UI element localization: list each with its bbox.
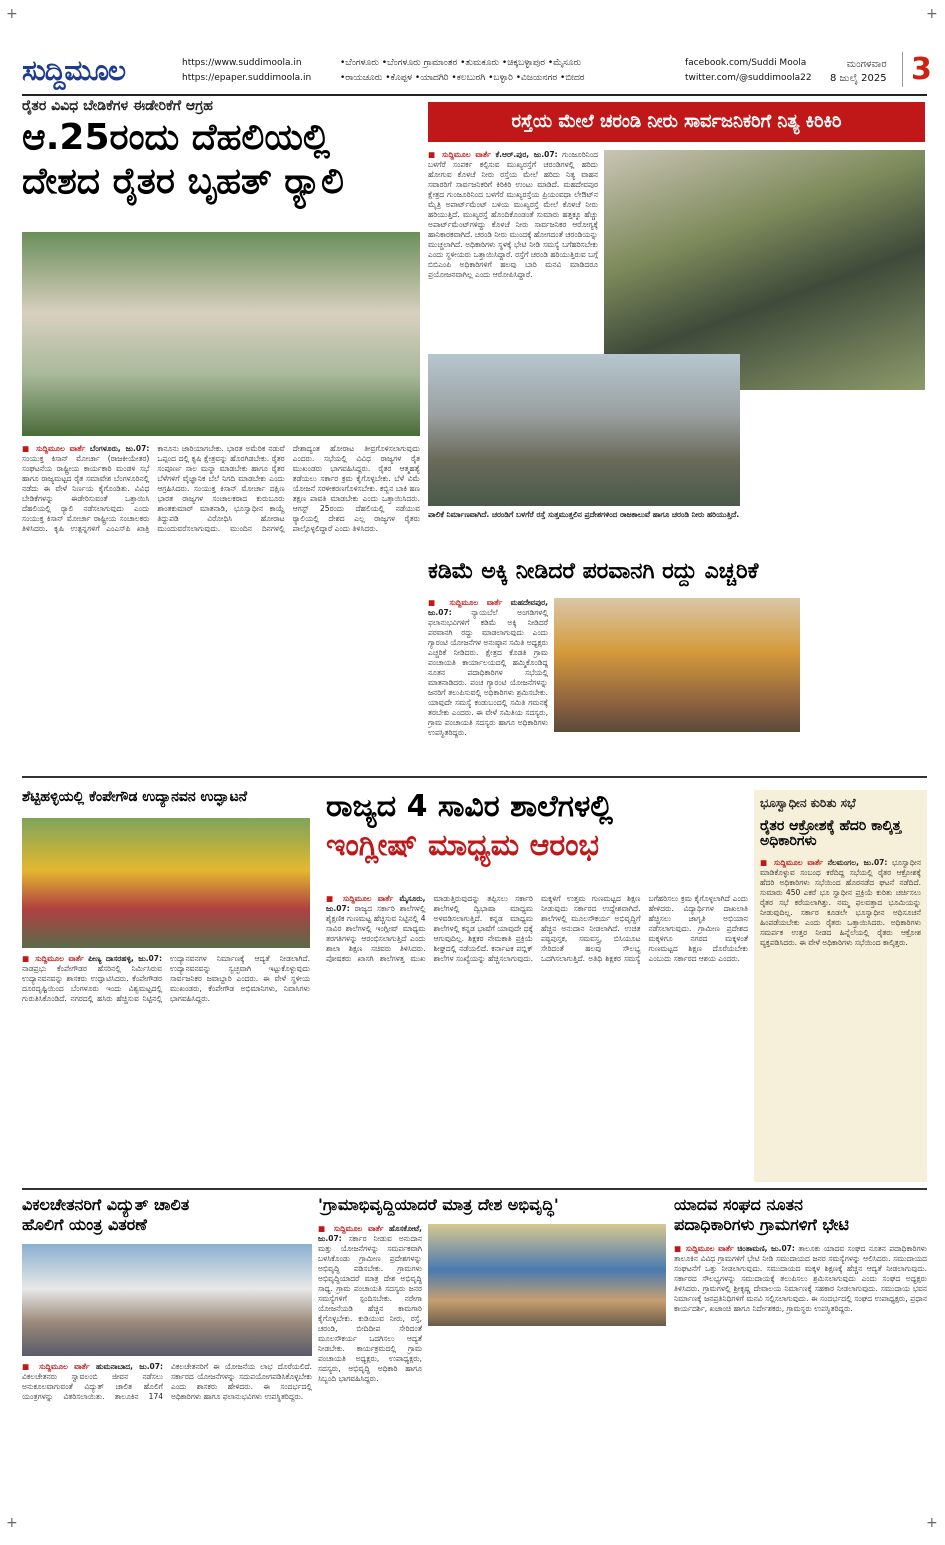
body-text: ನ್ಯಾಯಬೆಲೆ ಅಂಗಡಿಗಳಲ್ಲಿ ಫಲಾನುಭವಿಗಳಿಗೆ ಕಡಿಮೆ ಅಕ್ಕಿ ನೀಡಿದರೆ ಪರವಾನಗಿ ರದ್ದು ಮಾಡಲಾಗುವುದು ಎಂದು ಗ್ಯಾರಂಟಿ ಯೋಜನೆಗಳ ಅನುಷ್ಠಾನ ಸಮಿತಿ ಅಧ್ಯಕ್ಷರು ಎಚ್ಚರಿಕೆ ನೀಡಿದರು. ಕ್ಷೇತ್ರದ ಕೊಡತಿ ಗ್ರಾಮ ಪಂಚಾಯತಿ ಕಾರ್ಯಾಲಯದಲ್ಲಿ ಹಮ್ಮಿಕೊಂಡಿದ್ದ ನೂತನ ಪದಾಧಿಕಾರಿಗಳ ಸಭೆಯಲ್ಲಿ ಮಾತನಾಡಿದರು. ಪಂಚ ಗ್ಯಾರಂಟಿ ಯೋಜನೆಗಳನ್ನು ಜನರಿಗೆ ತಲುಪಿಸುವಲ್ಲಿ ಅಧಿಕಾರಿಗಳು ಶ್ರಮಿಸಬೇಕು. ಯಾವುದೇ ಸಮಸ್ಯೆ ಕಂಡುಬಂದಲ್ಲಿ ಸಮಿತಿ ಗಮನಕ್ಕೆ ತರಬೇಕು ಎಂದರು. ಈ ವೇಳೆ ಸಮಿತಿಯ ಸದಸ್ಯರು, ಗ್ರಾಮ ಪಂಚಾಯತಿ ಸದಸ್ಯರು ಹಾಗೂ ಅಧಿಕಾರಿಗಳು ಉಪಸ್ಥಿತರಿದ್ದರು. [428,608,548,737]
article-body [760,858,921,1158]
headline-line-2: ಹೊಲಿಗೆ ಯಂತ್ರ ವಿತರಣೆ [22,1214,147,1234]
article-body [22,444,420,769]
headline-line-2: ಇಂಗ್ಲೀಷ್ ಮಾಧ್ಯಮ ಆರಂಭ [326,828,600,863]
article-body [326,894,748,1182]
masthead [22,52,932,96]
cities-line-1: •ಬೆಂಗಳೂರು •ಬೆಂಗಳೂರು ಗ್ರಾಮಾಂತರ •ತುಮಕೂರು •ಚಿಕ್ಕಬಳ್ಳಾಪುರ •ಮೈಸೂರು [340,58,582,68]
cities-line-2: •ರಾಯಚೂರು •ಕೊಪ್ಪಳ •ಯಾದಗಿರಿ •ಕಲಬುರಗಿ •ಬಳ್ಳಾರಿ •ವಿಜಯನಗರ •ಬೀದರ [340,73,585,83]
headline: ಕಡಿಮೆ ಅಕ್ಕಿ ನೀಡಿದರೆ ಪರವಾನಗಿ ರದ್ದು ಎಚ್ಚರಿಕೆ [428,559,759,584]
social-links [685,56,812,86]
headline-line-2: ದೇಶದ ರೈತರ ಬೃಹತ್ ರ್‍ಯಾಲಿ [22,160,344,202]
photo-farmers-meeting [22,232,420,436]
story-yadava-association [674,1196,927,1512]
section-divider [22,776,927,778]
photo-caption: ಪಾಲಿಕೆ ನಿರ್ಮಾಣವಾಗಿದೆ. ಚರಂಡಿಗೆ ಬಳಗೆರೆ ರಸ್ತೆ ಸುತ್ತಮುತ್ತಲಿನ ಪ್ರದೇಶಗಳಿಂದ ರಾಜಕಾಲುವೆ ಹಾಗೂ ಚರಂಡಿ ನೀರು ಹರಿಯುತ್ತಿದೆ. [428,510,740,519]
headline-line-1: ಯಾದವ ಸಂಘದ ನೂತನ [674,1195,803,1214]
body-text: ಸರ್ಕಾರ ನೀಡುವ ಅನುದಾನ ಮತ್ತು ಯೋಜನೆಗಳನ್ನು ಸಮರ್ಪಕವಾಗಿ ಬಳಸಿಕೊಂಡು ಗ್ರಾಮೀಣ ಪ್ರದೇಶಗಳನ್ನು ಅಭಿವೃದ್ಧಿ ಪಡಿಸಬೇಕು. ಗ್ರಾಮಗಳು ಅಭಿವೃದ್ಧಿಯಾದರೆ ಮಾತ್ರ ದೇಶ ಅಭಿವೃದ್ಧಿ ಸಾಧ್ಯ. ಗ್ರಾಮ ಪಂಚಾಯತಿ ಸದಸ್ಯರು ಜನರ ಸಮಸ್ಯೆಗಳಿಗೆ ಸ್ಪಂದಿಸಬೇಕು. ನರೇಗಾ ಯೋಜನೆಯಡಿ ಹೆಚ್ಚಿನ ಕಾಮಗಾರಿ ಕೈಗೊಳ್ಳಬೇಕು. ಕುಡಿಯುವ ನೀರು, ರಸ್ತೆ, ಚರಂಡಿ, ಬೀದಿದೀಪ ಸೇರಿದಂತೆ ಮೂಲಸೌಕರ್ಯ ಒದಗಿಸಲು ಆದ್ಯತೆ ನೀಡಬೇಕು. ಕಾರ್ಯಕ್ರಮದಲ್ಲಿ ಗ್ರಾಮ ಪಂಚಾಯತಿ ಅಧ್ಯಕ್ಷರು, ಉಪಾಧ್ಯಕ್ಷರು, ಸದಸ್ಯರು, ಅಭಿವೃದ್ಧಿ ಅಧಿಕಾರಿ ಹಾಗೂ ಸಿಬ್ಬಂದಿ ಭಾಗವಹಿಸಿದ್ದರು. [318,1234,422,1383]
article-body-col3 [806,598,925,770]
article-body [318,1224,422,1512]
place-date: ಚಿಂತಾಮಣಿ, ಜು.07: [737,1244,795,1253]
place-date: ಬೆಂಗಳೂರು, ಜು.07: [89,444,150,453]
body-text: ರಾಜ್ಯದ ಸರ್ಕಾರಿ ಶಾಲೆಗಳಲ್ಲಿ ಶೈಕ್ಷಣಿಕ ಗುಣಮಟ್ಟ ಹೆಚ್ಚಿಸುವ ನಿಟ್ಟಿನಲ್ಲಿ 4 ಸಾವಿರ ಶಾಲೆಗಳಲ್ಲಿ ಇಂಗ್ಲೀಷ್ ಮಾಧ್ಯಮ ತರಗತಿಗಳನ್ನು ಆರಂಭಿಸಲಾಗುತ್ತಿದೆ ಎಂದು ಶಾಲಾ ಶಿಕ್ಷಣ ಸಚಿವರು ತಿಳಿಸಿದರು. ಪೋಷಕರು ಖಾಸಗಿ ಶಾಲೆಗಳತ್ತ ಮುಖ ಮಾಡುತ್ತಿರುವುದನ್ನು ತಪ್ಪಿಸಲು ಸರ್ಕಾರಿ ಶಾಲೆಗಳಲ್ಲಿ ದ್ವಿಭಾಷಾ ಮಾಧ್ಯಮ ಅಳವಡಿಸಲಾಗುತ್ತಿದೆ. ಕನ್ನಡ ಮಾಧ್ಯಮ ಶಾಲೆಗಳಲ್ಲಿ ಕನ್ನಡ ಭಾಷೆಗೆ ಯಾವುದೇ ಧಕ್ಕೆ ಆಗುವುದಿಲ್ಲ. ಶಿಕ್ಷಕರ ನೇಮಕಾತಿ ಪ್ರಕ್ರಿಯೆ ಶೀಘ್ರದಲ್ಲಿ ನಡೆಯಲಿದೆ. ಕರ್ನಾಟಕ ಪಬ್ಲಿಕ್ ಶಾಲೆಗಳ ಸಂಖ್ಯೆಯನ್ನು ಹೆಚ್ಚಿಸಲಾಗುವುದು. ಮಕ್ಕಳಿಗೆ ಉತ್ತಮ ಗುಣಮಟ್ಟದ ಶಿಕ್ಷಣ ನೀಡುವುದು ಸರ್ಕಾರದ ಉದ್ದೇಶವಾಗಿದೆ. ಶಾಲೆಗಳಲ್ಲಿ ಮೂಲಸೌಕರ್ಯ ಅಭಿವೃದ್ಧಿಗೆ ಹೆಚ್ಚಿನ ಅನುದಾನ ನೀಡಲಾಗಿದೆ. ಉಚಿತ ಪಠ್ಯಪುಸ್ತಕ, ಸಮವಸ್ತ್ರ, ಬಿಸಿಯೂಟ ಸೇರಿದಂತೆ ಹಲವು ಸೌಲಭ್ಯ ಒದಗಿಸಲಾಗುತ್ತಿದೆ. ಅತಿಥಿ ಶಿಕ್ಷಕರ ಸಮಸ್ಯೆ ಬಗೆಹರಿಸಲು ಕ್ರಮ ಕೈಗೊಳ್ಳಲಾಗಿದೆ ಎಂದು ಹೇಳಿದರು. ವಿದ್ಯಾರ್ಥಿಗಳ ದಾಖಲಾತಿ ಹೆಚ್ಚಿಸಲು ಜಾಗೃತಿ ಅಭಿಯಾನ ನಡೆಸಲಾಗುವುದು. ಗ್ರಾಮೀಣ ಪ್ರದೇಶದ ಮಕ್ಕಳಿಗೂ ನಗರದ ಮಕ್ಕಳಂತೆ ಗುಣಮಟ್ಟದ ಶಿಕ್ಷಣ ದೊರೆಯಬೇಕು ಎಂಬುದು ಸರ್ಕಾರದ ಆಶಯ ಎಂದರು. [326,894,748,963]
story-rice-licence [428,560,925,772]
headline: 'ಗ್ರಾಮಾಭಿವೃದ್ದಿಯಾದರೆ ಮಾತ್ರ ದೇಶ ಅಭಿವೃದ್ಧಿ' [318,1195,559,1214]
crop-mark: + [6,6,18,22]
place-date: ಮೈಸೂರು, ಜು.07: [326,894,426,913]
place-date: ಹುಮನಾಬಾದ, ಜು.07: [95,1362,163,1371]
headline-line-2: ಪದಾಧಿಕಾರಿಗಳು ಗ್ರಾಮಗಳಿಗೆ ಭೇಟಿ [674,1214,849,1234]
body-text: ಭೂಸ್ವಾಧೀನ ಮಾಡಿಕೊಳ್ಳುವ ಸಂಬಂಧ ಕರೆದಿದ್ದ ಸಭೆಯಲ್ಲಿ ರೈತರ ಆಕ್ರೋಶಕ್ಕೆ ಹೆದರಿ ಅಧಿಕಾರಿಗಳು ಸಭೆಯಿಂದ ಹೊರನಡೆದ ಘಟನೆ ನಡೆದಿದೆ. ಸುಮಾರು 450 ಎಕರೆ ಭೂ ಸ್ವಾಧೀನ ಪ್ರಕ್ರಿಯೆ ಕುರಿತು ಚರ್ಚಿಸಲು ರೈತರ ಸಭೆ ಕರೆಯಲಾಗಿತ್ತು. ನಮ್ಮ ಫಲವತ್ತಾದ ಭೂಮಿಯನ್ನು ನೀಡುವುದಿಲ್ಲ. ಸರ್ಕಾರ ಕೂಡಲೇ ಭೂಸ್ವಾಧೀನ ಅಧಿಸೂಚನೆ ಹಿಂಪಡೆಯಬೇಕು ಎಂದು ರೈತರು ಒತ್ತಾಯಿಸಿದರು. ಅಧಿಕಾರಿಗಳು ಸಮರ್ಪಕ ಉತ್ತರ ನೀಡದ ಹಿನ್ನೆಲೆಯಲ್ಲಿ ರೈತರು ಆಕ್ರೋಶ ವ್ಯಕ್ತಪಡಿಸಿದರು. ಈ ವೇಳೆ ಅಧಿಕಾರಿಗಳು ಸಭೆಯಿಂದ ಕಾಲ್ಕಿತ್ತರು. [760,857,921,947]
byline: ■ ಸುದ್ದಿಮೂಲ ವಾರ್ತೆ [22,444,86,453]
story-village-development [318,1196,666,1512]
story-land-acquisition [754,790,927,1182]
crop-mark: + [926,1515,938,1531]
crop-mark: + [6,1515,18,1531]
body-text: ತಾಲೂಕು ಯಾದವ ಸಂಘದ ನೂತನ ಪದಾಧಿಕಾರಿಗಳು ತಾಲೂಕಿನ ವಿವಿಧ ಗ್ರಾಮಗಳಿಗೆ ಭೇಟಿ ನೀಡಿ ಸಮುದಾಯದ ಜನರ ಸಮಸ್ಯೆಗಳನ್ನು ಆಲಿಸಿದರು. ಸಮುದಾಯದ ಸಂಘಟನೆಗೆ ಒತ್ತು ನೀಡಲಾಗುವುದು. ಸಮುದಾಯದ ಮಕ್ಕಳ ಶಿಕ್ಷಣಕ್ಕೆ ಹೆಚ್ಚಿನ ಆದ್ಯತೆ ನೀಡಲಾಗುವುದು. ಸರ್ಕಾರದ ಸೌಲಭ್ಯಗಳನ್ನು ಸಮುದಾಯಕ್ಕೆ ತಲುಪಿಸಲು ಶ್ರಮಿಸಲಾಗುವುದು ಎಂದು ಸಂಘದ ಅಧ್ಯಕ್ಷರು ತಿಳಿಸಿದರು. ಗ್ರಾಮಗಳಲ್ಲಿ ಶ್ರೀಕೃಷ್ಣ ದೇವಾಲಯ ನಿರ್ಮಾಣಕ್ಕೆ ಸಹಕಾರ ನೀಡಲಾಗುವುದು. ಸಮುದಾಯ ಭವನ ನಿರ್ಮಾಣಕ್ಕೆ ಜನಪ್ರತಿನಿಧಿಗಳಿಗೆ ಮನವಿ ಸಲ್ಲಿಸಲಾಗುವುದು. ಈ ಸಂದರ್ಭದಲ್ಲಿ ಸಂಘದ ಉಪಾಧ್ಯಕ್ಷರು, ಪ್ರಧಾನ ಕಾರ್ಯದರ್ಶಿ, ಖಜಾಂಚಿ ಹಾಗೂ ನಿರ್ದೇಶಕರು, ಗ್ರಾಮಸ್ಥರು ಉಪಸ್ಥಿತರಿದ್ದರು. [674,1244,927,1313]
photo-panchayat-meeting [428,1224,666,1326]
photo-sewing-distribution [22,1244,312,1356]
weekday: ಮಂಗಳವಾರ [846,59,887,70]
byline: ■ ಸುದ್ದಿಮೂಲ ವಾರ್ತೆ [326,894,394,903]
article-body [22,954,310,1180]
article-body [674,1244,927,1512]
headline-line-1: ವಿಕಲಚೇತನರಿಗೆ ವಿದ್ಯುತ್ ಚಾಲಿತ [22,1195,190,1214]
article-body-cont [428,1332,666,1512]
photo-committee-members [554,598,800,732]
byline: ■ ಸುದ್ದಿಮೂಲ ವಾರ್ತೆ [428,598,503,607]
crop-mark: + [926,6,938,22]
byline: ■ ಸುದ್ದಿಮೂಲ ವಾರ್ತೆ [428,150,491,159]
masthead-urls [182,56,311,86]
place-date: ನೆಲಮಂಗಲ, ಜು.07: [827,857,888,867]
facebook-link[interactable]: facebook.com/Suddi Moola [685,58,807,68]
body-text: ಗುಂಜೂರಿನಿಂದ ಬಳಗೆರೆ ಸಂಪರ್ಕ ಕಲ್ಪಿಸುವ ಮುಖ್ಯರಸ್ತೆಗೆ ಚರಂಡಿಗಳಲ್ಲಿ ಹರಿದು ಹೋಗುವ ಕೊಳಚೆ ನೀರು ರಸ್ತೆಯ ಮೇಲೆ ಹರಿದು ನಿತ್ಯ ವಾಹನ ಸವಾರರಿಗೆ ಸಾರ್ವಜನಿಕರಿಗೆ ಕಿರಿಕಿರಿ ಉಂಟು ಮಾಡಿದೆ. ಮಹದೇವಪುರ ಕ್ಷೇತ್ರದ ಗುಂಜೂರಿನಿಂದ ಬಳಗೆರೆ ಮುಖ್ಯರಸ್ತೆಯ ಪ್ರಿಯಂವಧಾ ಲೇಔಟ್‌ನ ಮೈತ್ರಿ ಅಪಾರ್ಟ್‌ಮೆಂಟ್ ಬಳಿಯ ಮುಖ್ಯರಸ್ತೆ ಮೇಲೆ ಕೊಳಚೆ ನೀರು ಹರಿಯುತ್ತಿದೆ. ಮುಖ್ಯರಸ್ತೆ ಹೊಂದಿಕೊಂಡಂತೆ ಸುಮಾರು ಹತ್ತಕ್ಕೂ ಹೆಚ್ಚು ಅಪಾರ್ಟ್‌ಮೆಂಟ್‌ಗಳಿದ್ದು ಕೊಳಚೆ ನೀರು ಸಾರ್ವಜನಿಕರ ಆರೋಗ್ಯಕ್ಕೆ ಹಾನಿಕಾರಕವಾಗಿದೆ. ಚರಂಡಿ ನೀರು ಮುಂದಕ್ಕೆ ಹೋಗದಂತೆ ಚರಂಡಿಯನ್ನು ಮುಚ್ಚಲಾಗಿದೆ. ಅಧಿಕಾರಿಗಳು ಸ್ಥಳಕ್ಕೆ ಭೇಟಿ ನೀಡಿ ಸಮಸ್ಯೆ ಬಗೆಹರಿಸಬೇಕು ಎಂದು ಸ್ಥಳೀಯರು ಒತ್ತಾಯಿಸಿದ್ದಾರೆ. ರಸ್ತೆಗೆ ಚರಂಡಿ ಹರಿಯುತ್ತಿರುವ ಬಗ್ಗೆ ಬಿಬಿಎಂಪಿ ಅಧಿಕಾರಿಗಳಿಗೆ ಹಲವು ಬಾರಿ ಮನವಿ ಮಾಡಿದರೂ ಪ್ರಯೋಜನವಾಗಿಲ್ಲ ಎಂದು ಆರೋಪಿಸಿದ್ದಾರೆ. [428,150,598,279]
headline: ರೈತರ ಆಕ್ರೋಶಕ್ಕೆ ಹೆದರಿ ಕಾಲ್ಕಿತ್ತ ಅಧಿಕಾರಿಗಳು [760,818,902,850]
headline-line-1: ಆ.25ರಂದು ದೆಹಲಿಯಲ್ಲಿ [22,117,331,158]
body-text: ವಿಕಲಚೇತನರು ಸ್ವಾವಲಂಬಿ ಜೀವನ ನಡೆಸಲು ಅನುಕೂಲವಾಗುವಂತೆ ವಿದ್ಯುತ್ ಚಾಲಿತ ಹೊಲಿಗೆ ಯಂತ್ರಗಳನ್ನು ವಿತರಿಸಲಾಯಿತು. ತಾಲೂಕಿನ 174 ವಿಕಲಚೇತನರಿಗೆ ಈ ಯೋಜನೆಯ ಲಾಭ ದೊರೆಯಲಿದೆ. ಸರ್ಕಾರದ ಯೋಜನೆಗಳನ್ನು ಸದುಪಯೋಗಪಡಿಸಿಕೊಳ್ಳಬೇಕು ಎಂದು ಶಾಸಕರು ಹೇಳಿದರು. ಈ ಸಂದರ್ಭದಲ್ಲಿ ಅಧಿಕಾರಿಗಳು ಹಾಗೂ ಫಲಾನುಭವಿಗಳು ಉಪಸ್ಥಿತರಿದ್ದರು. [22,1362,312,1401]
story-farmers-rally [22,98,420,770]
edition-cities [340,56,680,86]
byline: ■ ಸುದ್ದಿಮೂಲ ವಾರ್ತೆ [674,1244,734,1253]
story-sewing-machines [22,1196,312,1512]
article-body-col2 [746,396,925,538]
story-drainage [428,98,925,538]
article-body-col1 [428,150,598,348]
photo-park-inauguration [22,818,310,948]
headline: ಶೆಟ್ಟಿಹಳ್ಳಿಯಲ್ಲಿ ಕೆಂಪೇಗೌಡ ಉದ್ಯಾನವನ ಉದ್ಘಾಟನೆ [22,789,248,805]
dateline [830,58,887,86]
byline: ■ ಸುದ್ದಿಮೂಲ ವಾರ್ತೆ [22,1362,90,1371]
headline-line-1: ರಾಜ್ಯದ 4 ಸಾವಿರ ಶಾಲೆಗಳಲ್ಲಿ [326,789,613,824]
place-date: ಹೊಸಕೋಟೆ, ಜು.07: [318,1224,422,1243]
date: 8 ಜುಲೈ 2025 [830,73,887,84]
article-body [22,1362,312,1512]
website-url[interactable]: https://www.suddimoola.in [182,58,302,68]
byline: ■ ಸುದ್ದಿಮೂಲ ವಾರ್ತೆ [318,1224,384,1233]
kicker: ಭೂಸ್ವಾಧೀನ ಕುರಿತು ಸಭೆ [760,796,856,810]
place-date: ಮಹದೇವಪುರ, ಜು.07: [428,598,548,617]
article-body [428,598,548,770]
place-date: ಪೀಣ್ಯ ದಾಸರಹಳ್ಳಿ, ಜು.07: [88,954,162,963]
page-number: 3 [902,52,932,87]
headline-banner: ರಸ್ತೆಯ ಮೇಲೆ ಚರಂಡಿ ನೀರು ಸಾರ್ವಜನಿಕರಿಗೆ ನಿತ್ಯ ಕಿರಿಕಿರಿ [428,102,925,142]
story-english-medium [326,790,748,1182]
photo-flooded-road [428,354,740,506]
byline: ■ ಸುದ್ದಿಮೂಲ ವಾರ್ತೆ [760,857,824,867]
kicker: ರೈತರ ವಿವಿಧ ಬೇಡಿಕೆಗಳ ಈಡೇರಿಕೆಗೆ ಆಗ್ರಹ [22,98,214,114]
twitter-link[interactable]: twitter.com/@suddimoola22 [685,73,812,83]
logo: ಸುದ್ದಿಮೂಲ [22,54,126,87]
body-text: ಸಂಯುಕ್ತ ಕಿಸಾನ್ ಮೋರ್ಚಾ (ರಾಜಕೀಯೇತರ) ಸಂಘಟನೆಯ ರಾಷ್ಟ್ರೀಯ ಕಾರ್ಯಕಾರಿ ಮಂಡಳಿ ಸಭೆ ಹಾಗೂ ರಾಜ್ಯಮಟ್ಟದ ರೈತ ಸಮಾವೇಶ ಬೆಂಗಳೂರಿನಲ್ಲಿ ನಡೆದು ಈ ವೇಳೆ ನಿರ್ಣಯ ಕೈಗೊಂಡಿತು. ವಿವಿಧ ಬೇಡಿಕೆಗಳನ್ನು ಈಡೇರಿಸುವಂತೆ ಒತ್ತಾಯಿಸಿ ದೆಹಲಿಯಲ್ಲಿ ರ್‍ಯಾಲಿ ನಡೆಸಲಾಗುವುದು ಎಂದು ಸಂಯುಕ್ತ ಕಿಸಾನ್ ಮೋರ್ಚಾ ರಾಷ್ಟ್ರೀಯ ಸಂಚಾಲಕರು ತಿಳಿಸಿದರು. ಕೃಷಿ ಉತ್ಪನ್ನಗಳಿಗೆ ಎಂಎಸ್‌ಪಿ ಖಾತ್ರಿ ಕಾನೂನು ಜಾರಿಯಾಗಬೇಕು. ಭಾರತ ಅಮೆರಿಕ ನಡುವೆ ಒಪ್ಪಂದ ದಲ್ಲಿ ಕೃಷಿ ಕ್ಷೇತ್ರವನ್ನು ಹೊರಗಿಡಬೇಕು. ರೈತರ ಸಂಪೂರ್ಣ ಸಾಲ ಮನ್ನಾ ಮಾಡಬೇಕು ಹಾಗೂ ರೈತರ ಬೆಳೆಗಳಿಗೆ ವೈಜ್ಞಾನಿಕ ಬೆಲೆ ನಿಗದಿ ಮಾಡಬೇಕು ಎಂದು ಆಗ್ರಹಿಸಿದರು. ಸಂಯುಕ್ತ ಕಿಸಾನ್ ಮೋರ್ಚಾ ದಕ್ಷಿಣ ಭಾರತ ರಾಜ್ಯಗಳ ಸಂಚಾಲಕರಾದ ಕುರುಬೂರು ಶಾಂತಕುಮಾರ್ ಮಾತನಾಡಿ, ಭೂಸ್ವಾಧೀನ ಕಾಯ್ದೆ ತಿದ್ದುಪಡಿ ವಿರೋಧಿಸಿ ಹೋರಾಟ ಮುಂದುವರೆಸಲಾಗುವುದು. ಮುಂದಿನ ದಿನಗಳಲ್ಲಿ ದೇಶಾದ್ಯಂತ ಹೋರಾಟ ತೀವ್ರಗೊಳಿಸಲಾಗುವುದು ಎಂದರು. ಸಭೆಯಲ್ಲಿ ವಿವಿಧ ರಾಜ್ಯಗಳ ರೈತ ಮುಖಂಡರು ಭಾಗವಹಿಸಿದ್ದರು. ರೈತರ ಆತ್ಮಹತ್ಯೆ ತಡೆಯಲು ಸರ್ಕಾರ ಕ್ರಮ ಕೈಗೊಳ್ಳಬೇಕು. ಬೆಳೆ ವಿಮೆ ಯೋಜನೆ ಸರಳೀಕರಣಗೊಳಿಸಬೇಕು. ಕಬ್ಬಿನ ಬಾಕಿ ಹಣ ತಕ್ಷಣ ಪಾವತಿ ಮಾಡಬೇಕು ಎಂದು ಒತ್ತಾಯಿಸಿದರು. ಆಗಸ್ಟ್ 25ರಂದು ದೆಹಲಿಯಲ್ಲಿ ನಡೆಯುವ ರ್‍ಯಾಲಿಯಲ್ಲಿ ದೇಶದ ಎಲ್ಲ ರಾಜ್ಯಗಳ ರೈತರು ಪಾಲ್ಗೊಳ್ಳಲಿದ್ದಾರೆ ಎಂದು ತಿಳಿಸಿದರು. [22,444,420,533]
byline: ■ ಸುದ್ದಿಮೂಲ ವಾರ್ತೆ [22,954,84,963]
epaper-url[interactable]: https://epaper.suddimoola.in [182,73,312,83]
story-kempegowda-park [22,790,318,1182]
body-text: ನಾಡಪ್ರಭು ಕೆಂಪೇಗೌಡರ ಹೆಸರಿನಲ್ಲಿ ನಿರ್ಮಿಸಿರುವ ಉದ್ಯಾನವನವನ್ನು ಶಾಸಕರು ಉದ್ಘಾಟಿಸಿದರು. ಕೆಂಪೇಗೌಡರ ದೂರದೃಷ್ಟಿಯಿಂದ ಬೆಂಗಳೂರು ಇಂದು ವಿಶ್ವಮಟ್ಟದಲ್ಲಿ ಗುರುತಿಸಿಕೊಂಡಿದೆ. ನಗರದಲ್ಲಿ ಹಸಿರು ಹೆಚ್ಚಿಸುವ ನಿಟ್ಟಿನಲ್ಲಿ ಉದ್ಯಾನವನಗಳ ನಿರ್ಮಾಣಕ್ಕೆ ಆದ್ಯತೆ ನೀಡಲಾಗಿದೆ. ಉದ್ಯಾನವನವನ್ನು ಸ್ವಚ್ಛವಾಗಿ ಇಟ್ಟುಕೊಳ್ಳುವುದು ಸಾರ್ವಜನಿಕರ ಜವಾಬ್ದಾರಿ ಎಂದರು. ಈ ವೇಳೆ ಸ್ಥಳೀಯ ಮುಖಂಡರು, ಕೆಂಪೇಗೌಡ ಅಭಿಮಾನಿಗಳು, ನಿವಾಸಿಗಳು ಭಾಗವಹಿಸಿದ್ದರು. [22,954,310,1003]
section-divider [22,1188,927,1190]
place-date: ಕೆ.ಆರ್.ಪುರ, ಜು.07: [495,150,558,159]
